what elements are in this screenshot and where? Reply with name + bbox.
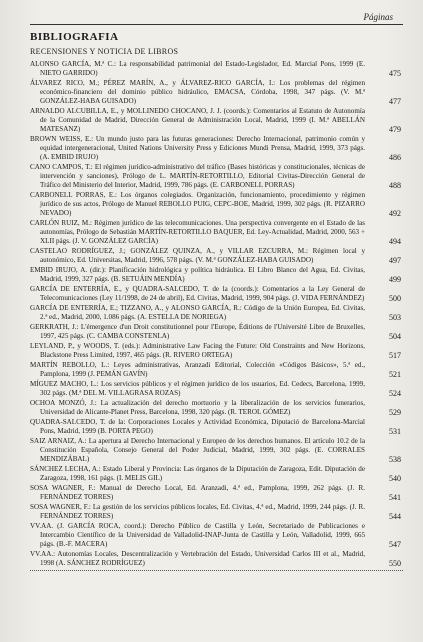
bibliography-entry <box>30 361 403 379</box>
entry-citation: EMBID IRUJO, A. (dir.): Planificación hidrológica y política hidráulica. El Libro Blanco del Agua, Ed. Civitas, Madrid, 1999, 327 págs. (B. SETUÁIN MENDÍA) <box>30 266 365 283</box>
entry-citation: BROWN WEISS, E.: Un mundo justo para las futuras generaciones: Derecho Internacional, patrimonio común y equidad intergeneracional, United Nations University Press y Ediciones Mundi Prensa, Madrid, 1999, 373 págs. (A. EMBID IRUJO) <box>30 135 365 161</box>
entry-page-number: 521 <box>389 370 401 379</box>
bibliography-entry <box>30 163 403 190</box>
entry-page-number: 544 <box>389 512 401 521</box>
bibliography-entry <box>30 135 403 162</box>
entry-citation: ARNALDO ALCUBILLA, E., y MOLLINEDO CHOCANO, J. J. (coords.): Comentarios al Estatuto de Autonomía de la Comunidad de Madrid, Dirección General de Administración Local, Madrid, 1999 (I. M.ª ABELLÁN MATESANZ) <box>30 107 365 133</box>
bibliography-entry <box>30 522 403 549</box>
bibliography-entry <box>30 219 403 246</box>
entry-citation: ÁLVAREZ RICO, M.; PÉREZ MARÍN, A., y ÁLVAREZ-RICO GARCÍA, I.: Los problemas del régimen económico-financiero del dominio público hidráulico, EMACSA, Córdoba, 1998, 347 págs. (V. M.ª GONZÁLEZ-HABA GUISADO) <box>30 79 365 105</box>
entry-citation: CARBONELL PORRAS, E.: Los órganos colegiados. Organización, funcionamiento, procedimiento y régimen jurídico de sus actos, Prólogo de Manuel REBOLLO PUIG, CEPC-BOE, Madrid, 1999, 302 págs. (R. PIZARRO NEVADO) <box>30 191 365 217</box>
bibliography-entry <box>30 437 403 464</box>
entry-page-number: 500 <box>389 294 401 303</box>
bibliography-entry <box>30 79 403 106</box>
entry-page-number: 488 <box>389 181 401 190</box>
entry-page-number: 524 <box>389 389 401 398</box>
entry-citation: ALONSO GARCÍA, M.ª C.: La responsabilidad patrimonial del Estado-Legislador, Ed. Marcial Pons, 1999 (E. NIETO GARRIDO) <box>30 60 365 77</box>
entry-page-number: 477 <box>389 97 401 106</box>
entry-citation: CASTELAO RODRÍGUEZ, J.; GONZÁLEZ QUINZA, A., y VILLAR EZCURRA, M.: Régimen local y autonómico, Ed. Universitas, Madrid, 1996, 578 págs. (V. M.ª GONZÁLEZ-HABA GUISADO) <box>30 247 365 264</box>
bibliography-entry <box>30 60 403 78</box>
entry-citation: VV.AA. (J. GARCÍA ROCA, coord.): Derecho Público de Castilla y León, Secretariado de Publicaciones e Intercambio Científico de la Universidad de Valladolid-INAP-Junta de Castilla y León, Valladolid, 1999, 665 págs. (B.-F. MACERA) <box>30 522 365 548</box>
entry-citation: CARLÓN RUIZ, M.: Régimen jurídico de las telecomunicaciones. Una perspectiva convergente en el Estado de las autonomías, Prólogo de Sebastián MARTÍN-RETORTILLO BAQUER, Ed. Ley-Actualidad, Madrid, 2000, 563 + XLII págs. (J. V. GONZÁLEZ GARCÍA) <box>30 219 365 245</box>
entry-page-number: 547 <box>389 540 401 549</box>
entry-citation: GERKRATH, J.: L'émergence d'un Droit constitutionnel pour l'Europe, Éditions de l'Université Libre de Bruxelles, 1997, 425 págs. (C. CAMBA CONSTENLA) <box>30 323 365 340</box>
bibliography-entry <box>30 380 403 398</box>
entry-page-number: 541 <box>389 493 401 502</box>
bibliography-entry <box>30 399 403 417</box>
bottom-rule <box>30 570 403 571</box>
entry-page-number: 531 <box>389 427 401 436</box>
entry-citation: SOSA WAGNER, F.: Manual de Derecho Local, Ed. Aranzadi, 4.ª ed., Pamplona, 1999, 262 págs. (J. R. FERNÁNDEZ TORRES) <box>30 484 365 501</box>
entry-page-number: 503 <box>389 313 401 322</box>
entry-citation: CANO CAMPOS, T.: El régimen jurídico-administrativo del tráfico (Bases históricas y constitucionales, técnicas de intervención y sanciones), Prólogo de L. MARTÍN-RETORTILLO, Editorial Civitas-Dirección General de Tráfico del Ministerio del Interior, Madrid, 1999, 786 págs. (E. CARBONELL PORRAS) <box>30 163 365 189</box>
entry-citation: GARCÍA DE ENTERRÍA, E., y QUADRA-SALCEDO, T. de la (coords.): Comentarios a la Ley General de Telecomunicaciones (Ley 11/1998, de 24 de abril), Ed. Civitas, Madrid, 1999, 904 págs. (J. VIDA FERNÁNDEZ) <box>30 285 365 302</box>
entry-page-number: 540 <box>389 474 401 483</box>
entry-citation: LEYLAND, P., y WOODS, T. (eds.): Administrative Law Facing the Future: Old Constraints and New Horizons, Blackstone Press Limited, 1997, 465 págs. (R. RIVERO ORTEGA) <box>30 342 365 359</box>
bibliography-entry <box>30 191 403 218</box>
entry-citation: SOSA WAGNER, F.: La gestión de los servicios públicos locales, Ed. Civitas, 4.ª ed., Madrid, 1999, 244 págs. (J. R. FERNÁNDEZ TORRES) <box>30 503 365 520</box>
bibliography-entry <box>30 285 403 303</box>
page-header <box>30 8 403 22</box>
bibliography-entry <box>30 503 403 521</box>
bibliography-entry <box>30 323 403 341</box>
bibliography-entry <box>30 465 403 483</box>
entry-citation: VV.AA.: Autonomías Locales, Descentralización y Vertebración del Estado, Universidad Carlos III et al., Madrid, 1998 (A. SÁNCHEZ RODRÍGUEZ) <box>30 550 365 567</box>
entry-page-number: 494 <box>389 237 401 246</box>
entry-citation: MARTÍN REBOLLO, L.: Leyes administrativas, Aranzadi Editorial, Colección «Códigos Básicos», 5.ª ed., Pamplona, 1999 (J. PEMÁN GAVÍN) <box>30 361 365 378</box>
entry-page-number: 497 <box>389 256 401 265</box>
entry-page-number: 517 <box>389 351 401 360</box>
bibliography-entry <box>30 304 403 322</box>
bibliography-entry <box>30 418 403 436</box>
bibliography-list <box>30 60 403 568</box>
entry-page-number: 504 <box>389 332 401 341</box>
entry-citation: MÍGUEZ MACHO, L.: Los servicios públicos y el régimen jurídico de los usuarios, Ed. Cedecs, Barcelona, 1999, 302 págs. (M.ª DEL M. VILLAGRASA ROZAS) <box>30 380 365 397</box>
entry-page-number: 486 <box>389 153 401 162</box>
bibliography-entry <box>30 247 403 265</box>
bibliography-entry <box>30 550 403 568</box>
entry-citation: OCHOA MONZÓ, J.: La actualización del derecho mortuorio y la liberalización de los servicios funerarios, Universidad de Alicante-Planet Press, Barcelona, 1998, 320 págs. (R. TEROL GÓMEZ) <box>30 399 365 416</box>
header-title: Páginas <box>363 12 393 22</box>
entry-citation: SÁNCHEZ LECHA, A.: Estado Liberal y Provincia: Las órganos de la Diputación de Zaragoza, Edit. Diputación de Zaragoza, 1998, 161 págs. (I. MELIS GIL) <box>30 465 365 482</box>
entry-citation: SAIZ ARNAIZ, A.: La apertura al Derecho Internacional y Europeo de los derechos humanos. El artículo 10.2 de la Constitución Española, Consejo General del Poder Judicial, Madrid, 1999, 302 págs. (E. CORRALES MENDIZÁBAL) <box>30 437 365 463</box>
entry-page-number: 538 <box>389 455 401 464</box>
entry-page-number: 492 <box>389 209 401 218</box>
header-rule <box>30 24 403 25</box>
entry-page-number: 550 <box>389 559 401 568</box>
entry-page-number: 529 <box>389 408 401 417</box>
entry-page-number: 499 <box>389 275 401 284</box>
entry-page-number: 475 <box>389 69 401 78</box>
section-title: BIBLIOGRAFIA <box>30 31 119 43</box>
subsection-title: RECENSIONES Y NOTICIA DE LIBROS <box>30 47 179 56</box>
bibliography-entry <box>30 107 403 134</box>
entry-citation: QUADRA-SALCEDO, T. de la: Corporaciones Locales y Actividad Económica, Diputació de Barcelona-Marcial Pons, Madrid, 1999 (B. PORTA PEGO) <box>30 418 365 435</box>
bibliography-entry <box>30 342 403 360</box>
bibliography-entry <box>30 266 403 284</box>
bibliography-entry <box>30 484 403 502</box>
entry-citation: GARCÍA DE ENTERRÍA, E.; TIZZANO, A., y ALONSO GARCÍA, R.: Código de la Unión Europea, Ed. Civitas, 2.ª ed., Madrid, 2000, 1.086 págs. (A. ESTELLA DE NORIEGA) <box>30 304 365 321</box>
entry-page-number: 479 <box>389 125 401 134</box>
